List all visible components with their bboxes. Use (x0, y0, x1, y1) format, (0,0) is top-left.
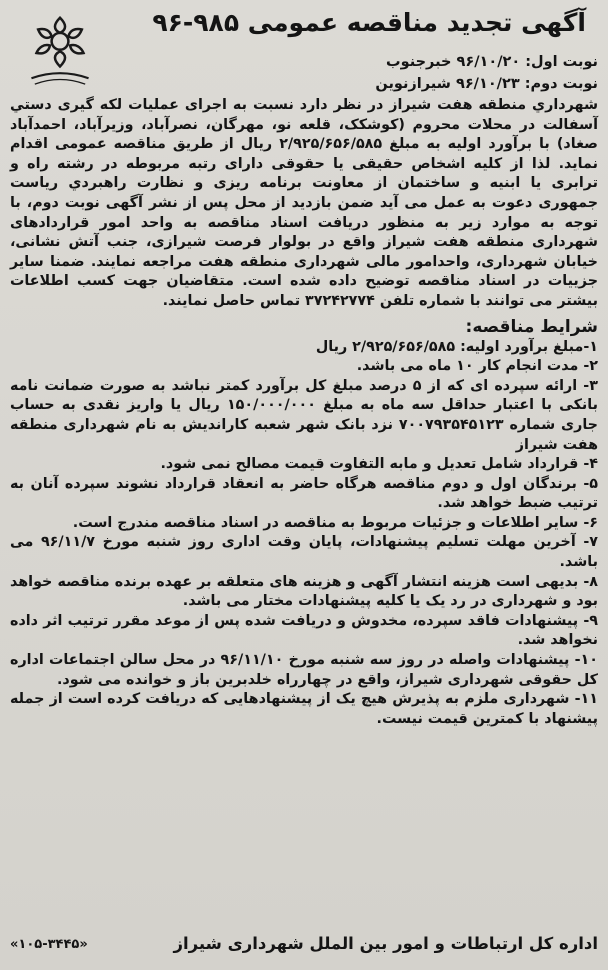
condition-item: ۹- پیشنهادات فاقد سپرده، مخدوش و دریافت شده پس از موعد مقرر ترتیب اثر داده نخواهد شد. (10, 612, 598, 649)
notice-code: «۱۰۵-۳۴۴۵» (10, 937, 88, 952)
condition-item: ۱۰- پیشنهادات واصله در روز سه شنبه مورخ ۹۶/۱۱/۱۰ در محل سالن اجتماعات اداره کل حقوقی شهرداری شیراز، واقع در چهارراه خلدبرین باز و خوانده می شود. (10, 652, 598, 688)
issuing-organization: اداره کل ارتباطات و امور بین الملل شهرداری شیراز (173, 934, 598, 953)
condition-item: ۴- قرارداد شامل تعدیل و مابه التفاوت قیمت مصالح نمی شود. (160, 456, 598, 473)
condition-item: ۲- مدت انجام کار ۱۰ ماه می باشد. (356, 358, 598, 375)
condition-item: ۱-مبلغ برآورد اولیه: ۲/۹۲۵/۶۵۶/۵۸۵ ریال (315, 338, 598, 355)
second-publication-line: نوبت دوم: ۹۶/۱۰/۲۳ شیرازنوین (375, 76, 598, 92)
conditions-heading: شرایط مناقصه: (465, 316, 598, 337)
notice-header (10, 4, 598, 94)
condition-item: ۵- برندگان اول و دوم مناقصه هرگاه حاضر به انعقاد قرارداد نشوند سپرده آنان به ترتیب ضبط خواهد شد. (10, 475, 598, 512)
notice-footer (10, 932, 598, 962)
notice-title: آگهی تجدید مناقصه عمومی ۹۸۵-۹۶ (152, 8, 586, 37)
condition-item: ۷- آخرین مهلت تسلیم پیشنهادات، پایان وقت اداری روز شنبه مورخ ۹۶/۱۱/۷ می باشد. (10, 534, 599, 571)
condition-item: ۸- بدیهی است هزینه انتشار آگهی و هزینه های متعلقه بر عهده برنده مناقصه خواهد بود و شهرداری در رد یک یا کلیه پیشنهادات مختار می باشد. (10, 573, 598, 610)
condition-item: ۱۱- شهرداری ملزم به پذیرش هیچ یک از پیشنهادهایی که دریافت کرده است از جمله پیشنهاد با کمترین قیمت نیست. (10, 691, 598, 727)
first-publication-line: نوبت اول: ۹۶/۱۰/۲۰ خبرجنوب (386, 54, 598, 70)
condition-item: ۶- سایر اطلاعات و جزئیات مربوط به مناقصه در اسناد مناقصه مندرج است. (72, 514, 598, 531)
condition-item: ۳- ارائه سپرده ای که از ۵ درصد مبلغ کل برآورد کمتر نباشد به صورت ضمانت نامه بانکی با اعتبار حداقل سه ماه به مبلغ ۱۵۰/۰۰۰/۰۰۰ ریال یا واریز نقدی به حساب جاری شماره ۷۰۰۷۹۳۵۴۵۱۲۳ نزد بانک شهر شعبه کاراندیش به نام شهرداری منطقه هفت شیراز (10, 377, 598, 453)
notice-intro-paragraph: شهرداري منطقه هفت شيراز در نظر دارد نسبت به اجرای عملیات لکه گیری دستي آسفالت در محلات محروم (کوشکک، قلعه نو، مهرگان، نصرآباد، وزیرآباد، احمدآباد صغاد) با برآورد اولیه به مبلغ ۲/۹۲۵/۶۵۶/۵۸۵ ریال از طریق مناقصه عمومی اقدام نماید. لذا از کلیه اشخاص حقیقی یا حقوقی دارای رتبه مربوطه در رشته راه و ترابری یا ابنیه و ساختمان از معاونت برنامه ریزی و نظارت راهبردي ریاست جمهوری دعوت به عمل می آید ضمن بازدید از محل پس از نشر آگهی نوبت دوم، با توجه به موارد زیر به منظور دریافت اسناد مناقصه به واحد امور قراردادهای شهرداری منطقه هفت شیراز واقع در بولوار فرصت شیرازی، جنب آتش نشانی، خیابان شهرداری، واحدامور مالی شهرداری منطقه هفت مراجعه نمایند. ضمنا سایر جزییات در اسناد مناقصه توضیح داده شده است. متقاضیان جهت کسب اطلاعات بیشتر می توانند با شماره تلفن ۳۷۲۴۲۷۷۴ تماس حاصل نمایند. (10, 97, 598, 309)
shiraz-municipality-logo-icon (18, 6, 102, 90)
conditions-list (10, 338, 598, 730)
